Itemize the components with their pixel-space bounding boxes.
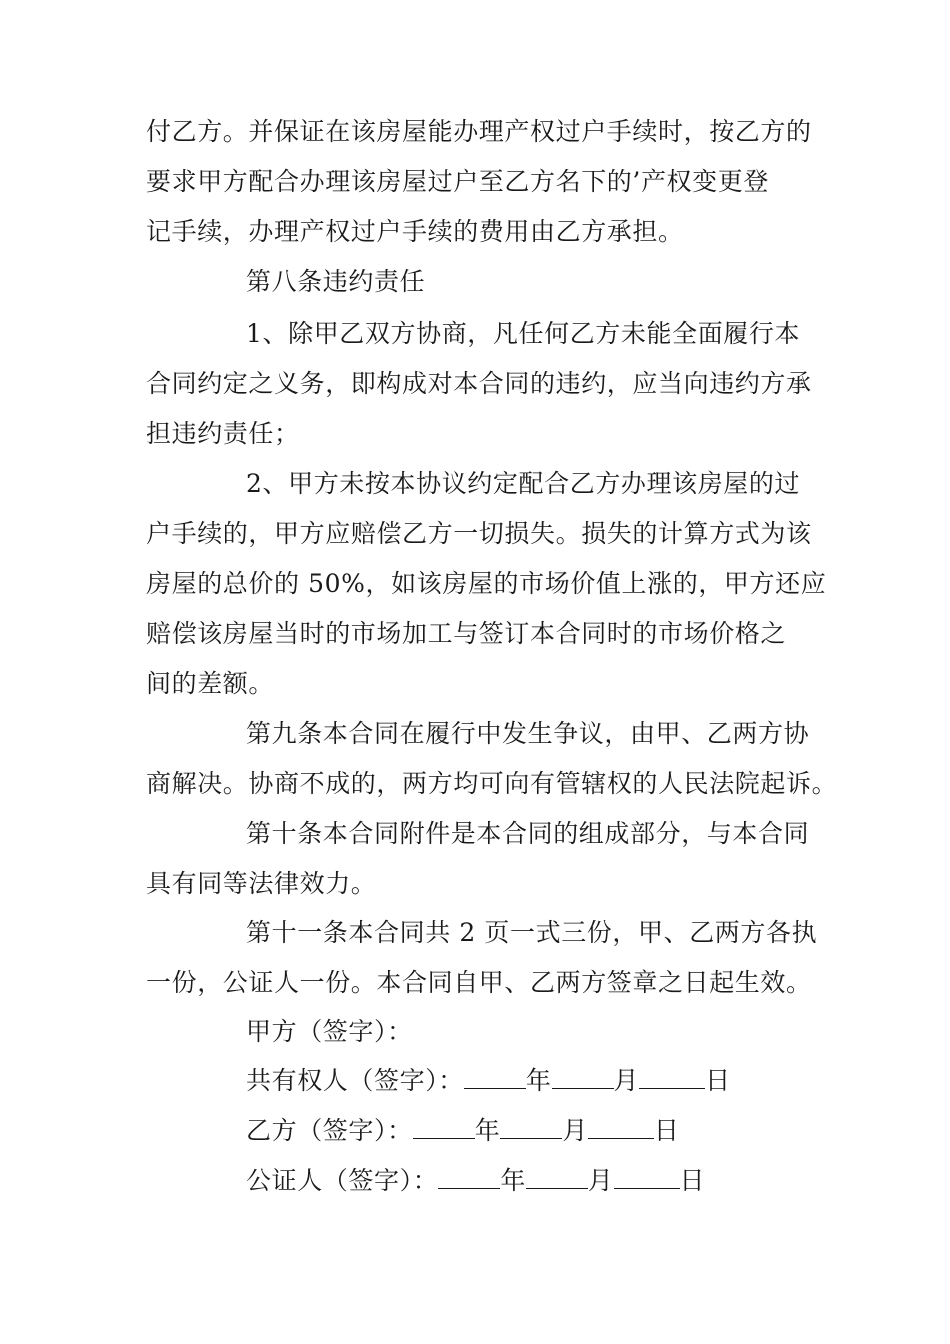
month-label: 月 xyxy=(587,1166,614,1195)
year-blank xyxy=(413,1116,475,1139)
year-label: 年 xyxy=(525,1066,552,1095)
paragraph-line: 要求甲方配合办理该房屋过户至乙方名下的’产权变更登 xyxy=(146,167,769,196)
paragraph-line: 1、除甲乙双方协商，凡任何乙方未能全面履行本 xyxy=(246,319,801,348)
year-blank xyxy=(438,1166,500,1189)
paragraph-line: 记手续，办理产权过户手续的费用由乙方承担。 xyxy=(146,217,684,246)
day-label: 日 xyxy=(679,1166,706,1195)
month-blank xyxy=(526,1166,588,1189)
paragraph-line: 赔偿该房屋当时的市场加工与签订本合同时的市场价格之 xyxy=(146,619,787,648)
year-blank xyxy=(464,1066,526,1089)
paragraph-line: 商解决。协商不成的，两方均可向有管辖权的人民法院起诉。 xyxy=(146,769,838,798)
paragraph-line: 第十条本合同附件是本合同的组成部分，与本合同 xyxy=(246,819,810,848)
month-label: 月 xyxy=(613,1066,640,1095)
signature-row-party-b xyxy=(246,1116,680,1146)
year-label: 年 xyxy=(500,1166,526,1195)
signature-label: 共有权人（签字）： xyxy=(246,1066,464,1095)
paragraph-line: 第九条本合同在履行中发生争议，由甲、乙两方协 xyxy=(246,719,810,748)
signature-label: 公证人（签字）： xyxy=(246,1166,439,1195)
day-label: 日 xyxy=(705,1066,731,1095)
day-blank xyxy=(639,1066,705,1089)
signature-row-notary xyxy=(246,1166,705,1196)
day-blank xyxy=(614,1166,680,1189)
paragraph-line: 第十一条本合同共 2 页一式三份，甲、乙两方各执 xyxy=(246,918,818,947)
month-label: 月 xyxy=(562,1116,588,1145)
signature-row-co-owner xyxy=(246,1066,731,1096)
paragraph-line: 2、甲方未按本协议约定配合乙方办理该房屋的过 xyxy=(246,469,801,498)
section-heading: 第八条违约责任 xyxy=(246,267,426,296)
paragraph-line: 合同约定之义务，即构成对本合同的违约，应当向违约方承 xyxy=(146,369,812,398)
month-blank xyxy=(552,1066,614,1089)
paragraph-line: 具有同等法律效力。 xyxy=(146,869,377,898)
party-a-signature-label: 甲方（签字）： xyxy=(246,1017,413,1046)
paragraph-line: 担违约责任； xyxy=(146,419,300,448)
day-label: 日 xyxy=(653,1116,680,1145)
month-blank xyxy=(500,1116,562,1139)
paragraph-line: 房屋的总价的 50%，如该房屋的市场价值上涨的，甲方还应 xyxy=(146,569,827,598)
year-label: 年 xyxy=(474,1116,501,1145)
day-blank xyxy=(588,1116,654,1139)
paragraph-line: 一份，公证人一份。本合同自甲、乙两方签章之日起生效。 xyxy=(146,968,812,997)
paragraph-line: 间的差额。 xyxy=(146,669,275,698)
paragraph-line: 付乙方。并保证在该房屋能办理产权过户手续时，按乙方的 xyxy=(146,117,812,146)
paragraph-line: 户手续的，甲方应赔偿乙方一切损失。损失的计算方式为该 xyxy=(146,519,812,548)
signature-label: 乙方（签字）： xyxy=(246,1116,413,1145)
